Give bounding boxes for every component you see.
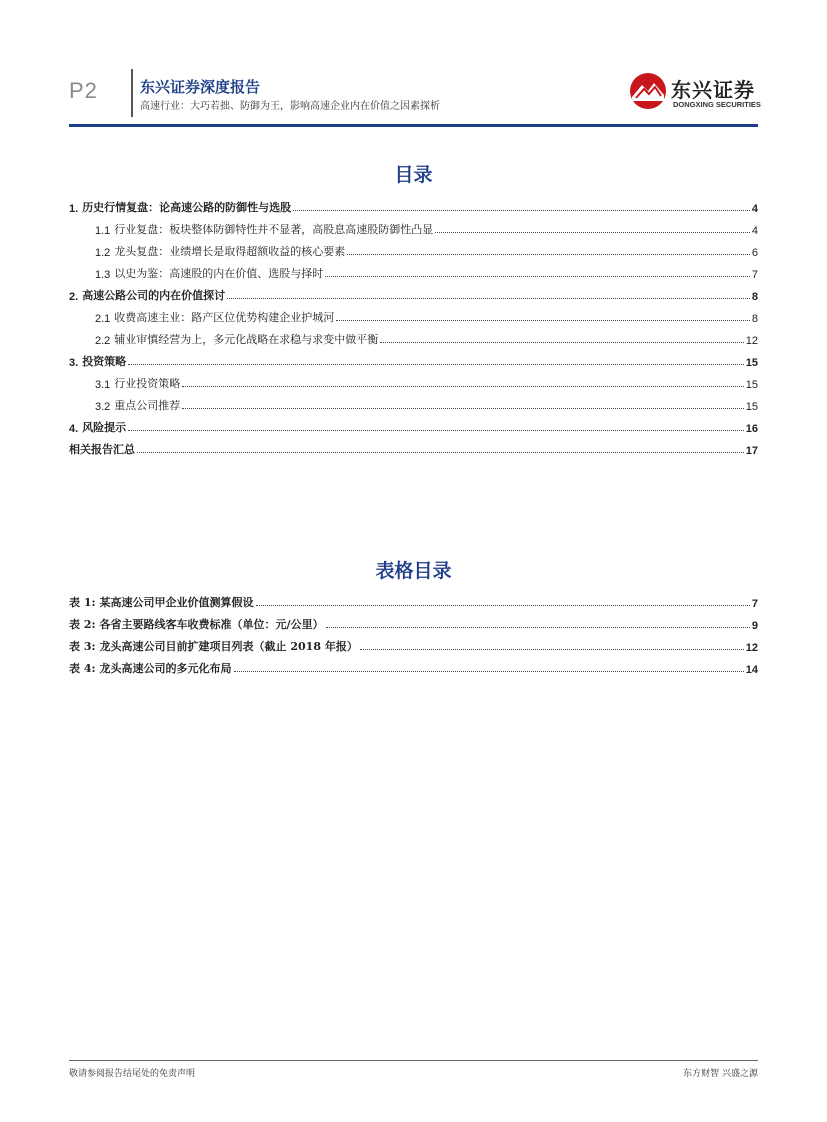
company-logo bbox=[628, 66, 761, 116]
toc-entry-text: 以史为鉴：高速股的内在价值、选股与择时 bbox=[114, 267, 324, 280]
table-entry-text: 某高速公司甲企业价值测算假设 bbox=[99, 596, 254, 609]
page-header bbox=[69, 64, 761, 128]
toc-entry-number: 3.1 bbox=[95, 379, 111, 391]
toc-entry-page: 17 bbox=[745, 445, 758, 457]
toc-entry-page: 6 bbox=[751, 247, 758, 259]
toc-entry-text: 风险提示 bbox=[82, 421, 127, 434]
toc-entry-number: 3. bbox=[69, 357, 79, 369]
report-type: 东兴证券深度报告 bbox=[140, 78, 261, 96]
table-entry-label: 表 3: bbox=[69, 640, 96, 653]
toc-entry-page: 4 bbox=[751, 203, 758, 215]
table-toc-entry[interactable] bbox=[69, 610, 758, 632]
footer-slogan: 东方财智 兴盛之源 bbox=[683, 1069, 758, 1079]
toc-entry[interactable] bbox=[69, 347, 758, 369]
toc-entry[interactable] bbox=[69, 193, 758, 215]
toc-entry[interactable] bbox=[69, 413, 758, 435]
toc-entry-text: 龙头复盘：业绩增长是取得超额收益的核心要素 bbox=[114, 245, 346, 258]
toc-leader bbox=[325, 276, 750, 277]
header-divider bbox=[131, 69, 133, 117]
toc-leader bbox=[234, 671, 744, 672]
table-entry-page: 12 bbox=[745, 642, 758, 654]
toc-entry-text: 行业复盘：板块整体防御特性并不显著，高股息高速股防御性凸显 bbox=[114, 223, 434, 236]
toc-entry-text: 重点公司推荐 bbox=[114, 399, 181, 412]
toc-entry[interactable] bbox=[69, 325, 758, 347]
toc-entry-number: 1.1 bbox=[95, 225, 111, 237]
table-toc-entry[interactable] bbox=[69, 654, 758, 676]
toc-entry[interactable] bbox=[69, 281, 758, 303]
report-subtitle: 高速行业：大巧若拙、防御为王，影响高速企业内在价值之因素探析 bbox=[140, 101, 440, 112]
toc-leader bbox=[128, 430, 744, 431]
toc-list bbox=[69, 193, 758, 457]
toc-entry-page: 7 bbox=[751, 269, 758, 281]
toc-entry-text: 投资策略 bbox=[82, 355, 127, 368]
toc-entry-text: 相关报告汇总 bbox=[69, 443, 135, 456]
toc-entry-number: 1. bbox=[69, 203, 79, 215]
toc-entry[interactable] bbox=[69, 391, 758, 413]
table-entry-label: 表 1: bbox=[69, 596, 96, 609]
toc-entry-page: 8 bbox=[751, 313, 758, 325]
table-toc-title: 表格目录 bbox=[375, 560, 452, 582]
toc-entry[interactable] bbox=[69, 435, 758, 457]
toc-entry-page: 4 bbox=[751, 225, 758, 237]
toc-entry-page: 15 bbox=[745, 357, 758, 369]
toc-entry[interactable] bbox=[69, 303, 758, 325]
toc-entry-text: 收费高速主业：路产区位优势构建企业护城河 bbox=[114, 311, 335, 324]
toc-entry-text: 历史行情复盘：论高速公路的防御性与选股 bbox=[82, 201, 292, 214]
toc-entry-page: 15 bbox=[745, 379, 758, 391]
toc-leader bbox=[256, 605, 750, 606]
toc-entry-page: 16 bbox=[745, 423, 758, 435]
footer-rule bbox=[69, 1060, 758, 1061]
logo-text-en: DONGXING SECURITIES bbox=[673, 100, 761, 109]
table-entry-text: 龙头高速公司的多元化布局 bbox=[99, 662, 232, 675]
toc-leader bbox=[326, 627, 750, 628]
toc-leader bbox=[347, 254, 750, 255]
toc-entry[interactable] bbox=[69, 369, 758, 391]
table-entry-page: 9 bbox=[751, 620, 758, 632]
toc-entry-number: 4. bbox=[69, 423, 79, 435]
toc-leader bbox=[360, 649, 744, 650]
toc-entry-page: 15 bbox=[745, 401, 758, 413]
toc-leader bbox=[182, 386, 743, 387]
toc-leader bbox=[182, 408, 743, 409]
toc-entry-number: 1.2 bbox=[95, 247, 111, 259]
header-rule bbox=[69, 124, 758, 127]
toc-leader bbox=[293, 210, 750, 211]
toc-leader bbox=[336, 320, 750, 321]
toc-entry-number: 2.2 bbox=[95, 335, 111, 347]
toc-entry[interactable] bbox=[69, 259, 758, 281]
toc-leader bbox=[137, 452, 744, 453]
dongxing-logo-icon bbox=[628, 71, 668, 111]
table-entry-page: 14 bbox=[745, 664, 758, 676]
logo-text-cn: 东兴证券 bbox=[671, 78, 755, 102]
toc-entry-text: 行业投资策略 bbox=[114, 377, 181, 390]
toc-entry-text: 辅业审慎经营为上，多元化战略在求稳与求变中做平衡 bbox=[114, 333, 379, 346]
toc-entry-page: 12 bbox=[745, 335, 758, 347]
table-entry-text: 各省主要路线客车收费标准（单位：元/公里） bbox=[99, 618, 324, 631]
page-number: P2 bbox=[69, 78, 98, 103]
toc-entry-number: 1.3 bbox=[95, 269, 111, 281]
toc-leader bbox=[380, 342, 743, 343]
table-toc-list bbox=[69, 588, 758, 676]
toc-entry[interactable] bbox=[69, 215, 758, 237]
toc-entry-page: 8 bbox=[751, 291, 758, 303]
toc-entry-number: 3.2 bbox=[95, 401, 111, 413]
table-entry-page: 7 bbox=[751, 598, 758, 610]
toc-leader bbox=[435, 232, 750, 233]
table-toc-entry[interactable] bbox=[69, 632, 758, 654]
toc-leader bbox=[128, 364, 744, 365]
table-entry-label: 表 4: bbox=[69, 662, 96, 675]
toc-entry-number: 2. bbox=[69, 291, 79, 303]
table-toc-entry[interactable] bbox=[69, 588, 758, 610]
toc-leader bbox=[227, 298, 750, 299]
table-entry-text: 龙头高速公司目前扩建项目列表（截止 2018 年报） bbox=[99, 640, 358, 653]
table-entry-label: 表 2: bbox=[69, 618, 96, 631]
footer-disclaimer: 敬请参阅报告结尾处的免责声明 bbox=[69, 1069, 196, 1079]
toc-entry-text: 高速公路公司的内在价值探讨 bbox=[82, 289, 226, 302]
toc-entry[interactable] bbox=[69, 237, 758, 259]
toc-title: 目录 bbox=[394, 164, 433, 186]
toc-entry-number: 2.1 bbox=[95, 313, 111, 325]
